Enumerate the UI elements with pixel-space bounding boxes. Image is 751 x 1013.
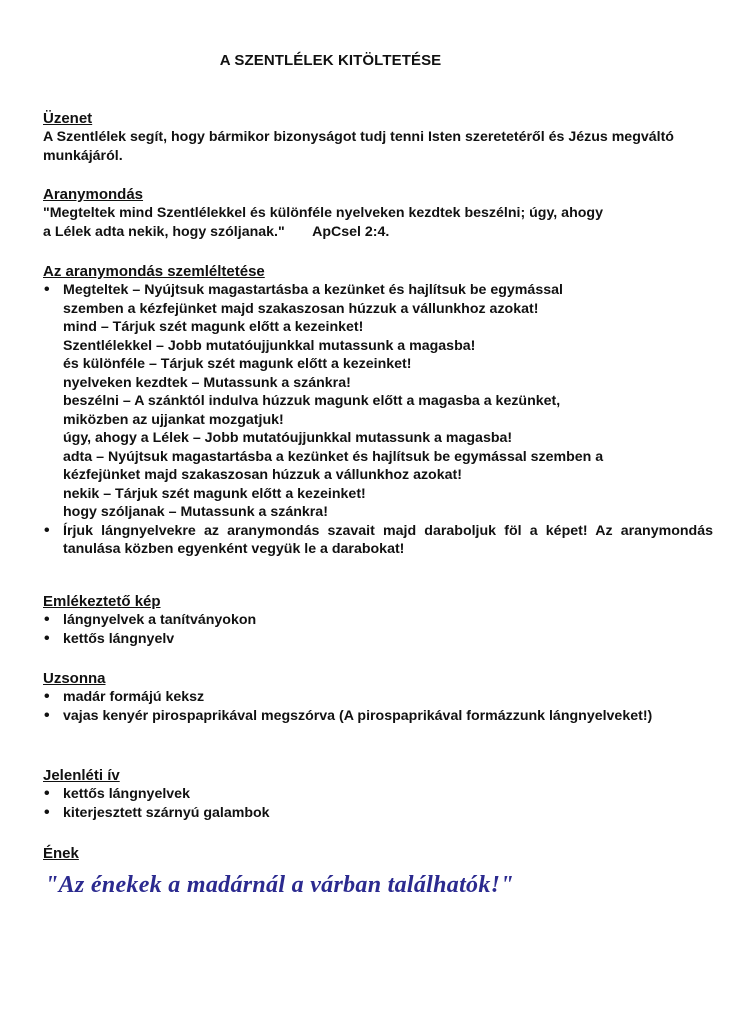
- bullet-icon: •: [44, 611, 50, 628]
- bullet-icon: •: [44, 629, 50, 647]
- verse-heading: Aranymondás: [43, 186, 144, 203]
- list-item-text: lángnyelvek a tanítványokon: [63, 612, 257, 628]
- song-section: [43, 845, 713, 863]
- message-section: [43, 110, 713, 165]
- bullet-icon: •: [44, 706, 50, 724]
- list-item: [43, 785, 713, 804]
- memory-picture-heading: Emlékeztető kép: [43, 593, 161, 610]
- illustration-heading: Az aranymondás szemléltetése: [43, 263, 265, 280]
- document-title: [0, 52, 751, 69]
- song-heading: Ének: [43, 845, 79, 862]
- motion-line: adta – Nyújtsuk magastartásba a kezünket és hajlítsuk be egymással szemben a: [63, 448, 604, 465]
- list-item-text: kettős lángnyelv: [63, 630, 175, 647]
- verse-section: [43, 186, 713, 241]
- list-item-text: vajas kenyér pirospaprikával megszórva (A pirospaprikával formázzunk lángnyelveket!): [63, 707, 653, 724]
- message-text: A Szentlélek segít, hogy bármikor bizonyságot tudj tenni Isten szeretetéről és Jézus megváltó munkájáról.: [43, 129, 674, 164]
- bullet-icon: •: [44, 803, 50, 821]
- verse-line-1: "Megteltek mind Szentlélekkel és különféle nyelveken kezdtek beszélni; úgy, ahogy: [43, 205, 603, 221]
- attendance-heading: Jelenléti ív: [43, 767, 120, 784]
- bullet-icon: •: [44, 785, 50, 802]
- list-item: [43, 707, 713, 726]
- motion-line: úgy, ahogy a Lélek – Jobb mutatóujjunkkal mutassunk a magasba!: [63, 430, 513, 446]
- list-item-text: madár formájú keksz: [63, 689, 205, 705]
- motion-line: hogy szóljanak – Mutassunk a szánkra!: [63, 504, 328, 520]
- snack-section: [43, 670, 713, 725]
- motion-line: nekik – Tárjuk szét magunk előtt a kezeinket!: [63, 485, 366, 502]
- bullet-icon: •: [44, 521, 50, 539]
- list-item-text: kettős lángnyelvek: [63, 786, 190, 802]
- motion-line: mind – Tárjuk szét magunk előtt a kezeinket!: [63, 319, 364, 335]
- list-item: [43, 804, 713, 823]
- verse-reference: ApCsel 2:4.: [312, 223, 390, 240]
- bullet-icon: •: [44, 688, 50, 705]
- illustration-bullet-2-text: Írjuk lángnyelvekre az aranymondás szavait majd daraboljuk föl a képet! Az aranymondás tanulása közben egyenként vegyük le a darabokat!: [63, 522, 713, 557]
- message-heading: Üzenet: [43, 110, 93, 127]
- motion-line: miközben az ujjankat mozgatjuk!: [63, 411, 284, 428]
- snack-heading: Uzsonna: [43, 670, 106, 687]
- song-text: "Az énekek a madárnál a várban találhatók!": [45, 872, 514, 898]
- memory-picture-section: [43, 593, 713, 648]
- motion-line: Megteltek – Nyújtsuk magastartásba a kezünket és hajlítsuk be egymással: [63, 282, 563, 298]
- list-item: [43, 688, 713, 707]
- list-item-text: kiterjesztett szárnyú galambok: [63, 804, 270, 821]
- attendance-section: [43, 767, 713, 822]
- motion-line: beszélni – A szánktól indulva húzzuk magunk előtt a magasba a kezünket,: [63, 393, 561, 409]
- motion-line: szemben a kézfejünket majd szakaszosan húzzuk a vállunkhoz azokat!: [63, 300, 539, 317]
- motion-line: nyelveken kezdtek – Mutassunk a szánkra!: [63, 374, 351, 391]
- illustration-section: [43, 263, 713, 559]
- illustration-bullet-2: [43, 522, 713, 559]
- bullet-icon: •: [44, 281, 50, 298]
- motion-line: kézfejünket majd szakaszosan húzzuk a vállunkhoz azokat!: [63, 467, 462, 483]
- motion-line: Szentlélekkel – Jobb mutatóujjunkkal mutassunk a magasba!: [63, 337, 476, 354]
- verse-line-2: a Lélek adta nekik, hogy szóljanak.": [43, 223, 285, 240]
- document-title-text: A SZENTLÉLEK KITÖLTETÉSE: [219, 52, 442, 69]
- verse-line-2-wrap: [43, 223, 713, 242]
- list-item: [43, 611, 713, 630]
- illustration-bullet-1: [43, 281, 713, 522]
- list-item: [43, 630, 713, 649]
- motion-line: és különféle – Tárjuk szét magunk előtt a kezeinket!: [63, 356, 412, 372]
